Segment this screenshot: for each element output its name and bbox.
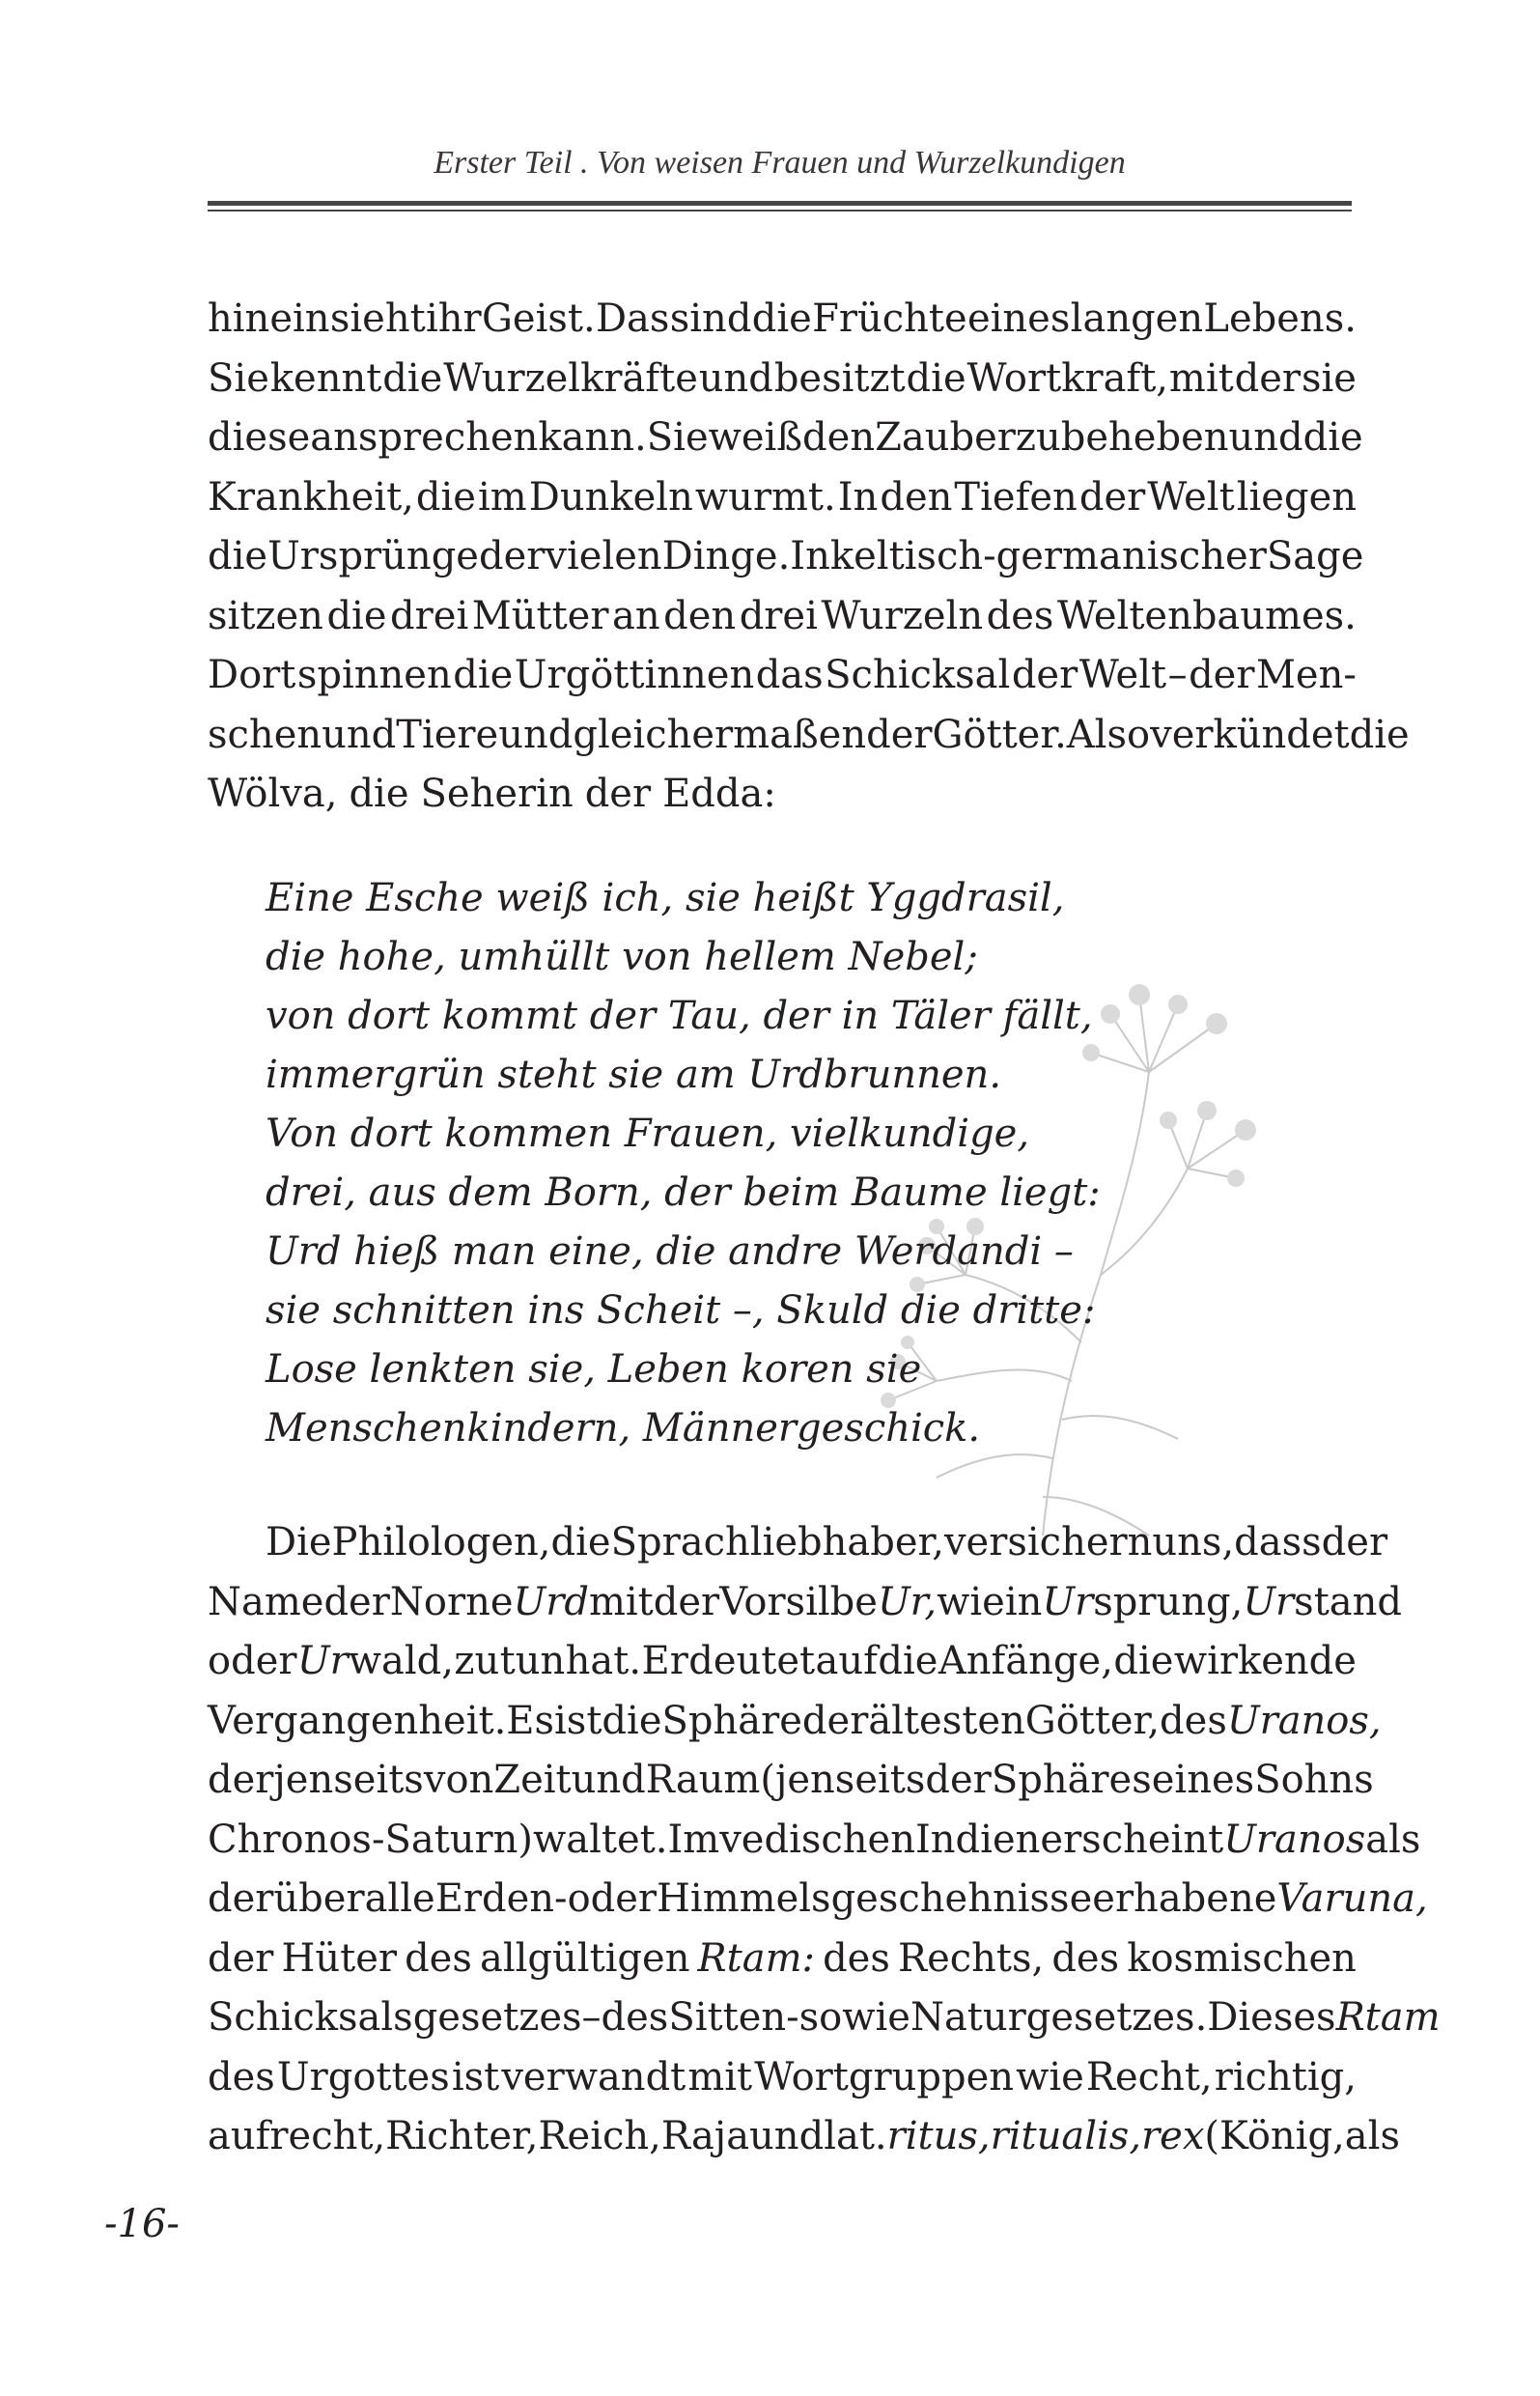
poem-line: immergrün steht sie am Urdbrunnen. [266,1053,1002,1097]
text-line: die Ursprünge der vielen Dinge. In keltisch-germanischer Sage [208,534,1364,578]
running-header: Erster Teil . Von weisen Frauen und Wurzelkundigen [434,145,1126,181]
text-line: Sie kennt die Wurzelkräfte und besitzt die Wortkraft, mit der sie [208,355,1357,401]
text-line: oder Urwald, zu tun hat. Er deutet auf die Anfänge, die wirkende [208,1639,1357,1683]
text-line: der jenseits von Zeit und Raum (jenseits der Sphäre seines Sohns [208,1758,1374,1802]
edda-poem [266,869,1101,1458]
text-line: der über alle Erden- oder Himmelsgeschehnisse erhabene Varuna, [208,1876,1428,1921]
poem-line: Urd hieß man eine, die andre Werdandi – [266,1229,1074,1274]
poem-line: von dort kommt der Tau, der in Täler fällt, [266,994,1093,1038]
poem-line: Eine Esche weiß ich, sie heißt Yggdrasil, [266,876,1065,920]
text-line: Krankheit, die im Dunkeln wurmt. In den Tiefen der Welt liegen [208,474,1357,520]
text-line: des Urgottes ist verwandt mit Wortgruppen wie Recht, richtig, [208,2054,1357,2100]
text-line: Vergangenheit. Es ist die Sphäre der ältesten Götter, des Uranos, [208,1698,1382,1743]
paragraph-1 [208,290,1410,825]
text-line: schen und Tiere und gleichermaßen der Götter. Also verkündet die [208,712,1410,757]
header-rule-thin [208,210,1352,211]
paragraph-2 [208,1513,1441,2167]
text-line: Chronos-Saturn) waltet. Im vedischen Indien erscheint Uranos als [208,1817,1421,1862]
text-line: Die Philologen, die Sprachliebhaber, versichern uns, dass der [266,1520,1388,1564]
text-line: Dort spinnen die Urgöttinnen das Schicksal der Welt – der Men- [208,653,1357,697]
text-line: aufrecht, Richter, Reich, Raja und lat. ritus, ritualis, rex (König, als [208,2114,1400,2158]
poem-line: sie schnitten ins Scheit –, Skuld die dritte: [266,1288,1096,1333]
page-number: -16- [104,2202,180,2246]
text-line: hinein sieht ihr Geist. Das sind die Früchte eines langen Lebens. [208,296,1357,341]
header-rule-thick [208,201,1352,206]
poem-line: die hohe, umhüllt von hellem Nebel; [266,935,978,979]
text-line: Schicksalsgesetzes – des Sitten- sowie Naturgesetzes. Dieses Rtam [208,1995,1441,2040]
text-line: der Hüter des allgültigen Rtam: des Rechts, des kosmischen [208,1935,1357,1981]
poem-line: Von dort kommen Frauen, vielkundige, [266,1112,1030,1156]
text-line: sitzen die drei Mütter an den drei Wurzeln des Weltenbaumes. [208,593,1357,638]
text-line: Wölva, die Seherin der Edda: [208,772,776,816]
poem-line: drei, aus dem Born, der beim Baume liegt: [266,1170,1101,1215]
poem-line: Menschenkindern, Männergeschick. [266,1406,981,1451]
poem-line: Lose lenkten sie, Leben koren sie [266,1347,922,1392]
text-line: diese ansprechen kann. Sie weiß den Zauber zu beheben und die [208,415,1363,460]
text-line: Name der Norne Urd mit der Vorsilbe Ur, wie in Ursprung, Urstand [208,1579,1402,1624]
